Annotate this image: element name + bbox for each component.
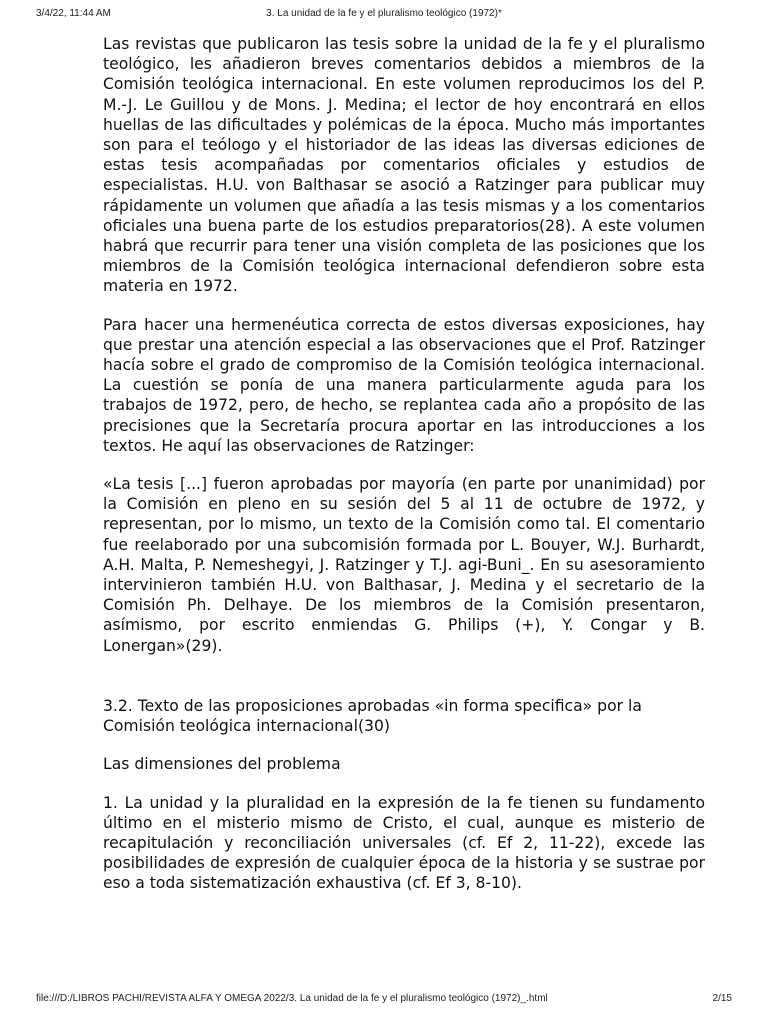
page-title: 3. La unidad de la fe y el pluralismo teológico (1972)* bbox=[266, 8, 502, 19]
print-datetime: 3/4/22, 11:44 AM bbox=[36, 8, 111, 19]
file-path: file:///D:/LIBROS PACHI/REVISTA ALFA Y OMEGA 2022/3. La unidad de la fe y el pluralismo teológico (1972)_.html bbox=[36, 993, 548, 1004]
paragraph-ratzinger-quote: «La tesis [...] fueron aprobadas por mayoría (en parte por unanimidad) por la Comisión en pleno en su sesión del 5 al 11 de octubre de 1972, y representan, por lo mismo, un texto de la Comisión como tal. El comentario fue reelaborado por una subcomisión formada por L. Bouyer, W.J. Burhardt, A.H. Malta, P. Nemeshegyi, J. Ratzinger y T.J. agi-Buni_. En su asesoramiento intervinieron también H.U. von Balthasar, J. Medina y el secretario de la Comisión Ph. Delhaye. De los miembros de la Comisión presentaron, asímismo, por escrito enmiendas G. Philips (+), Y. Congar y B. Lonergan»(29). bbox=[103, 475, 705, 655]
paragraph-reviews: Las revistas que publicaron las tesis sobre la unidad de la fe y el pluralismo teológico, les añadieron breves comentarios debidos a miembros de la Comisión teológica internacional. En este volumen reproducimos los del P. M.-J. Le Guillou y de Mons. J. Medina; el lector de hoy encontrará en ellos huellas de las dificultades y polémicas de la época. Mucho más importantes son para el teólogo y el historiador de las ideas las diversas ediciones de estas tesis acompañadas por comentarios oficiales y estudios de especialistas. H.U. von Balthasar se asoció a Ratzinger para publicar muy rápidamente un volumen que añadía a las tesis mismas y a los comentarios oficiales una buena parte de los estudios preparatorios(28). A este volumen habrá que recurrir para tener una visión completa de las posiciones que los miembros de la Comisión teológica internacional defendieron sobre esta materia en 1972. bbox=[103, 35, 705, 296]
section-heading: 3.2. Texto de las proposiciones aprobadas «in forma specifica» por la Comisión teológica internacional(30) bbox=[103, 696, 642, 736]
paragraph-hermeneutics: Para hacer una hermenéutica correcta de estos diversas exposiciones, hay que prestar una atención especial a las observaciones que el Prof. Ratzinger hacía sobre el grado de compromiso de la Comisión teológica internacional. La cuestión se ponía de una manera particularmente aguda para los trabajos de 1972, pero, de hecho, se replantea cada año a propósito de las precisiones que la Secretaría procura aportar en las introducciones a los textos. He aquí las observaciones de Ratzinger: bbox=[103, 315, 705, 455]
article-body bbox=[103, 34, 705, 894]
subheading: Las dimensiones del problema bbox=[103, 755, 341, 774]
paragraph-thesis-1: 1. La unidad y la pluralidad en la expresión de la fe tienen su fundamento último en el misterio mismo de Cristo, el cual, aunque es misterio de recapitulación y reconciliación universales (cf. Ef 2, 11-22), excede las posibilidades de expresión de cualquier época de la historia y se sustrae por eso a toda sistematización exhaustiva (cf. Ef 3, 8-10). bbox=[103, 793, 705, 893]
page-number: 2/15 bbox=[712, 993, 732, 1004]
